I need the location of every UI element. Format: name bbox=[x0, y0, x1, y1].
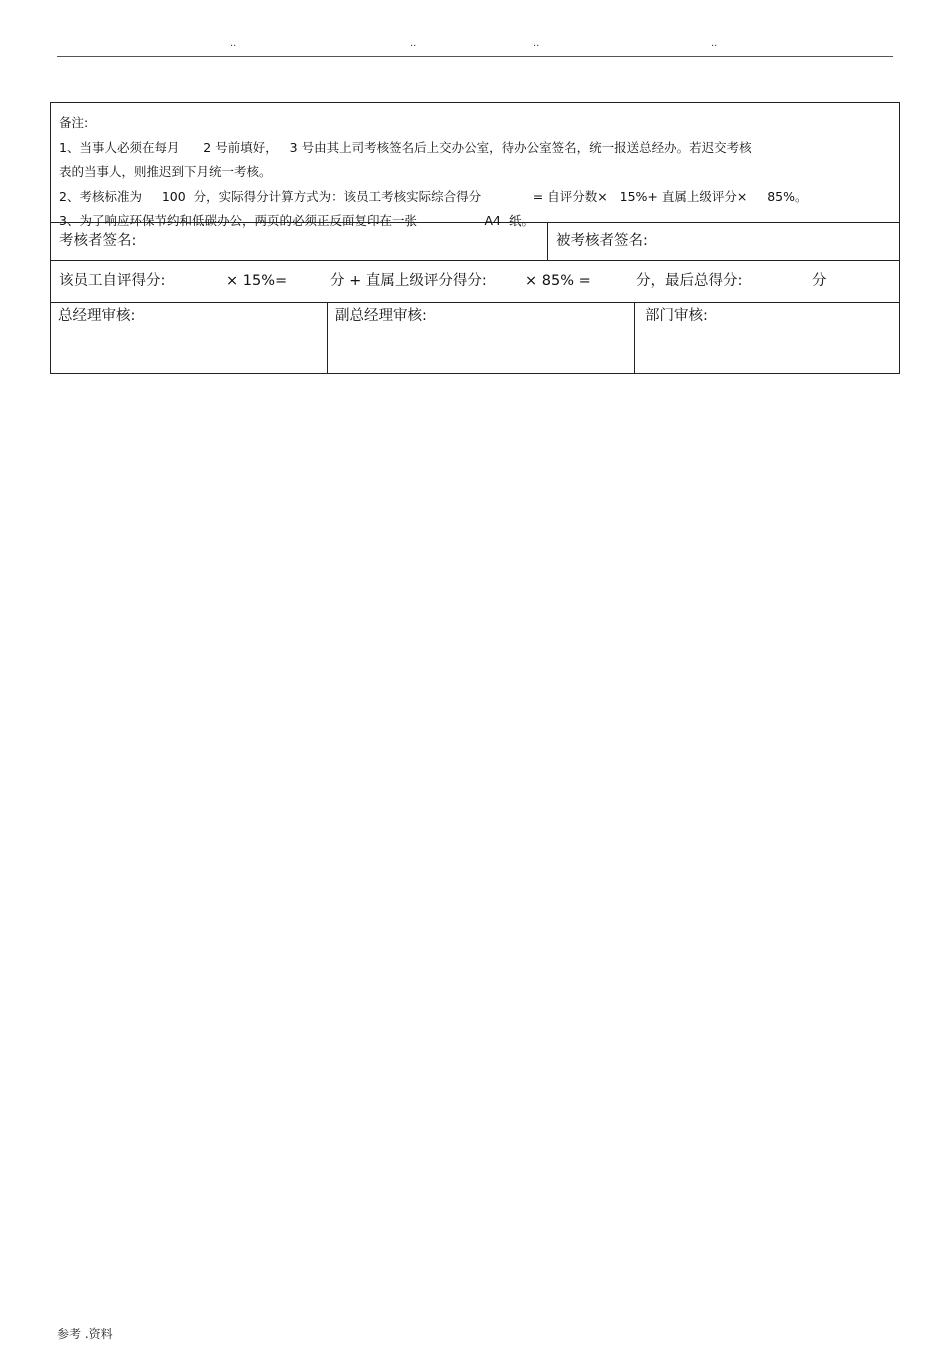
score-row bbox=[51, 261, 899, 303]
header-dots-3: .. bbox=[533, 38, 540, 49]
assessor-signature-field[interactable]: 考核者签名: bbox=[51, 223, 548, 260]
deputy-gm-review-field[interactable]: 副总经理审核: bbox=[328, 303, 635, 373]
supervisor-score-label: 分 + 直属上级评分得分: bbox=[330, 273, 487, 289]
page-footer: 参考 .资料 bbox=[57, 1327, 113, 1341]
final-score-label: 分，最后总得分: bbox=[636, 273, 743, 289]
assessment-form bbox=[50, 102, 900, 374]
department-review-field[interactable]: 部门审核: bbox=[645, 308, 708, 324]
notes-line-3: 2、考核标准为 100 分，实际得分计算方式为：该员工考核实际综合得分 = 自评分数× 15%+ 直属上级评分× 85%。 bbox=[59, 188, 808, 204]
supervisor-score-multiplier: × 85% = bbox=[525, 273, 591, 289]
header-dots-4: .. bbox=[711, 38, 718, 49]
notes-title: 备注: bbox=[59, 115, 89, 130]
header-dots-1: .. bbox=[230, 38, 237, 49]
self-score-label: 该员工自评得分: bbox=[59, 273, 166, 289]
gm-review-field[interactable]: 总经理审核: bbox=[51, 303, 328, 373]
header-rule bbox=[57, 56, 893, 57]
assessee-signature-field[interactable]: 被考核者签名: bbox=[556, 233, 648, 249]
page-header bbox=[0, 38, 950, 52]
header-dots-2: .. bbox=[410, 38, 417, 49]
signature-row bbox=[51, 223, 899, 261]
notes-section bbox=[51, 103, 899, 228]
notes-line-4: 3、为了响应环保节约和低碳办公，两页的必须正反面复印在一张 A4 纸。 bbox=[59, 213, 534, 228]
review-row bbox=[51, 303, 899, 373]
self-score-multiplier: × 15%= bbox=[226, 273, 288, 289]
notes-line-2: 表的当事人，则推迟到下月统一考核。 bbox=[59, 164, 272, 179]
notes-line-1: 1、当事人必须在每月 2 号前填好， 3 号由其上司考核签名后上交办公室，待办公室签名，统一报送总经办。若迟交考核 bbox=[59, 139, 752, 155]
final-score-unit: 分 bbox=[812, 273, 827, 289]
